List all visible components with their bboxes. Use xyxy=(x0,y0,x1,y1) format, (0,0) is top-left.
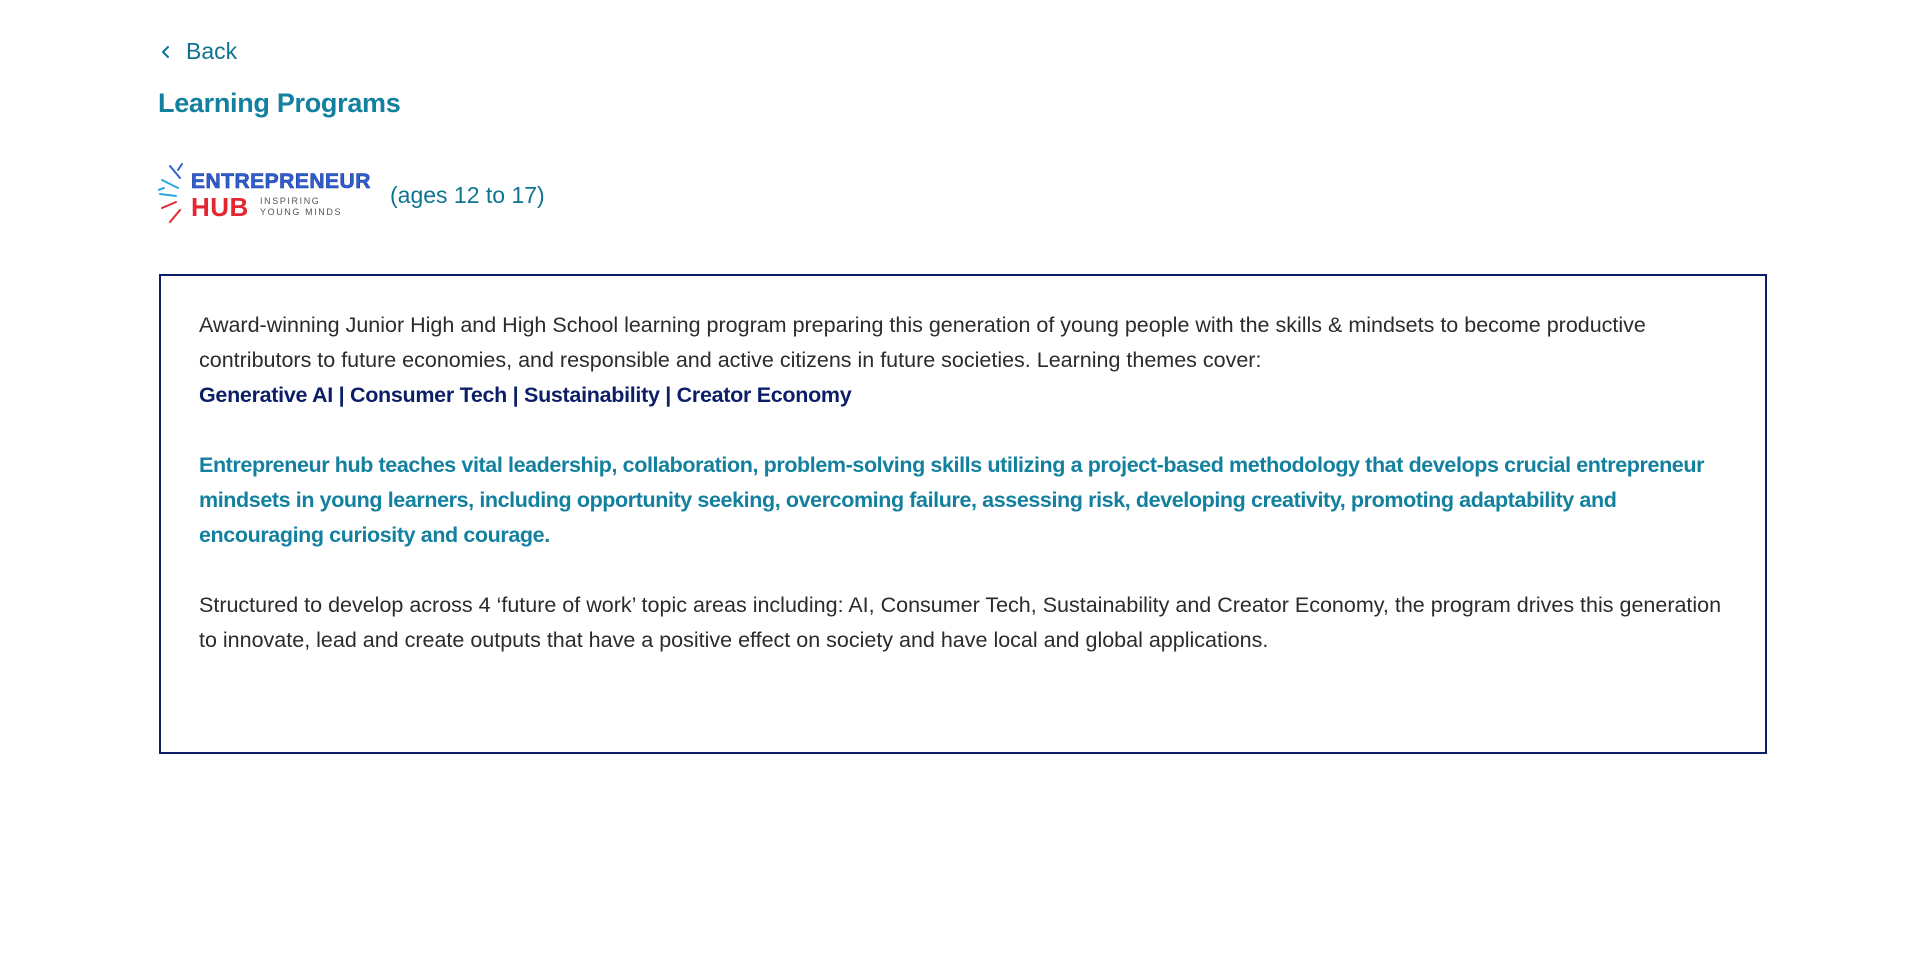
back-link[interactable] xyxy=(158,38,237,65)
logo-tagline xyxy=(260,196,342,218)
highlight-paragraph: Entrepreneur hub teaches vital leadership, collaboration, problem-solving skills utilizing a project-based methodology that develops crucial entrepreneur mindsets in young learners, including opportunity seeking, overcoming failure, assessing risk, developing creativity, promoting adaptability and encouraging curiosity and courage. xyxy=(199,453,1705,547)
page-title: Learning Programs xyxy=(158,88,401,118)
back-label: Back xyxy=(186,38,238,64)
program-header xyxy=(158,160,545,230)
entrepreneur-hub-logo xyxy=(158,160,371,230)
chevron-left-icon xyxy=(158,44,174,60)
structure-paragraph: Structured to develop across 4 ‘future of work’ topic areas including: AI, Consumer Tech, Sustainability and Creator Economy, the program drives this generation to innovate, lead and create outputs that have a positive effect on society and have local and global applications. xyxy=(199,593,1722,652)
themes-line: Generative AI | Consumer Tech | Sustainability | Creator Economy xyxy=(199,383,852,407)
logo-line-1: ENTREPRENEUR xyxy=(191,170,371,193)
program-description-card xyxy=(159,274,1767,754)
logo-line-2: HUB xyxy=(191,192,249,222)
logo-tagline-2: YOUNG MINDS xyxy=(260,207,343,217)
intro-paragraph: Award-winning Junior High and High School learning program preparing this generation of young people with the skills & mindsets to become productive contributors to future economies, and responsible and active citizens in future societies. Learning themes cover: xyxy=(199,313,1646,372)
age-range: (ages 12 to 17) xyxy=(390,181,545,208)
logo-tagline-1: INSPIRING xyxy=(260,196,321,206)
